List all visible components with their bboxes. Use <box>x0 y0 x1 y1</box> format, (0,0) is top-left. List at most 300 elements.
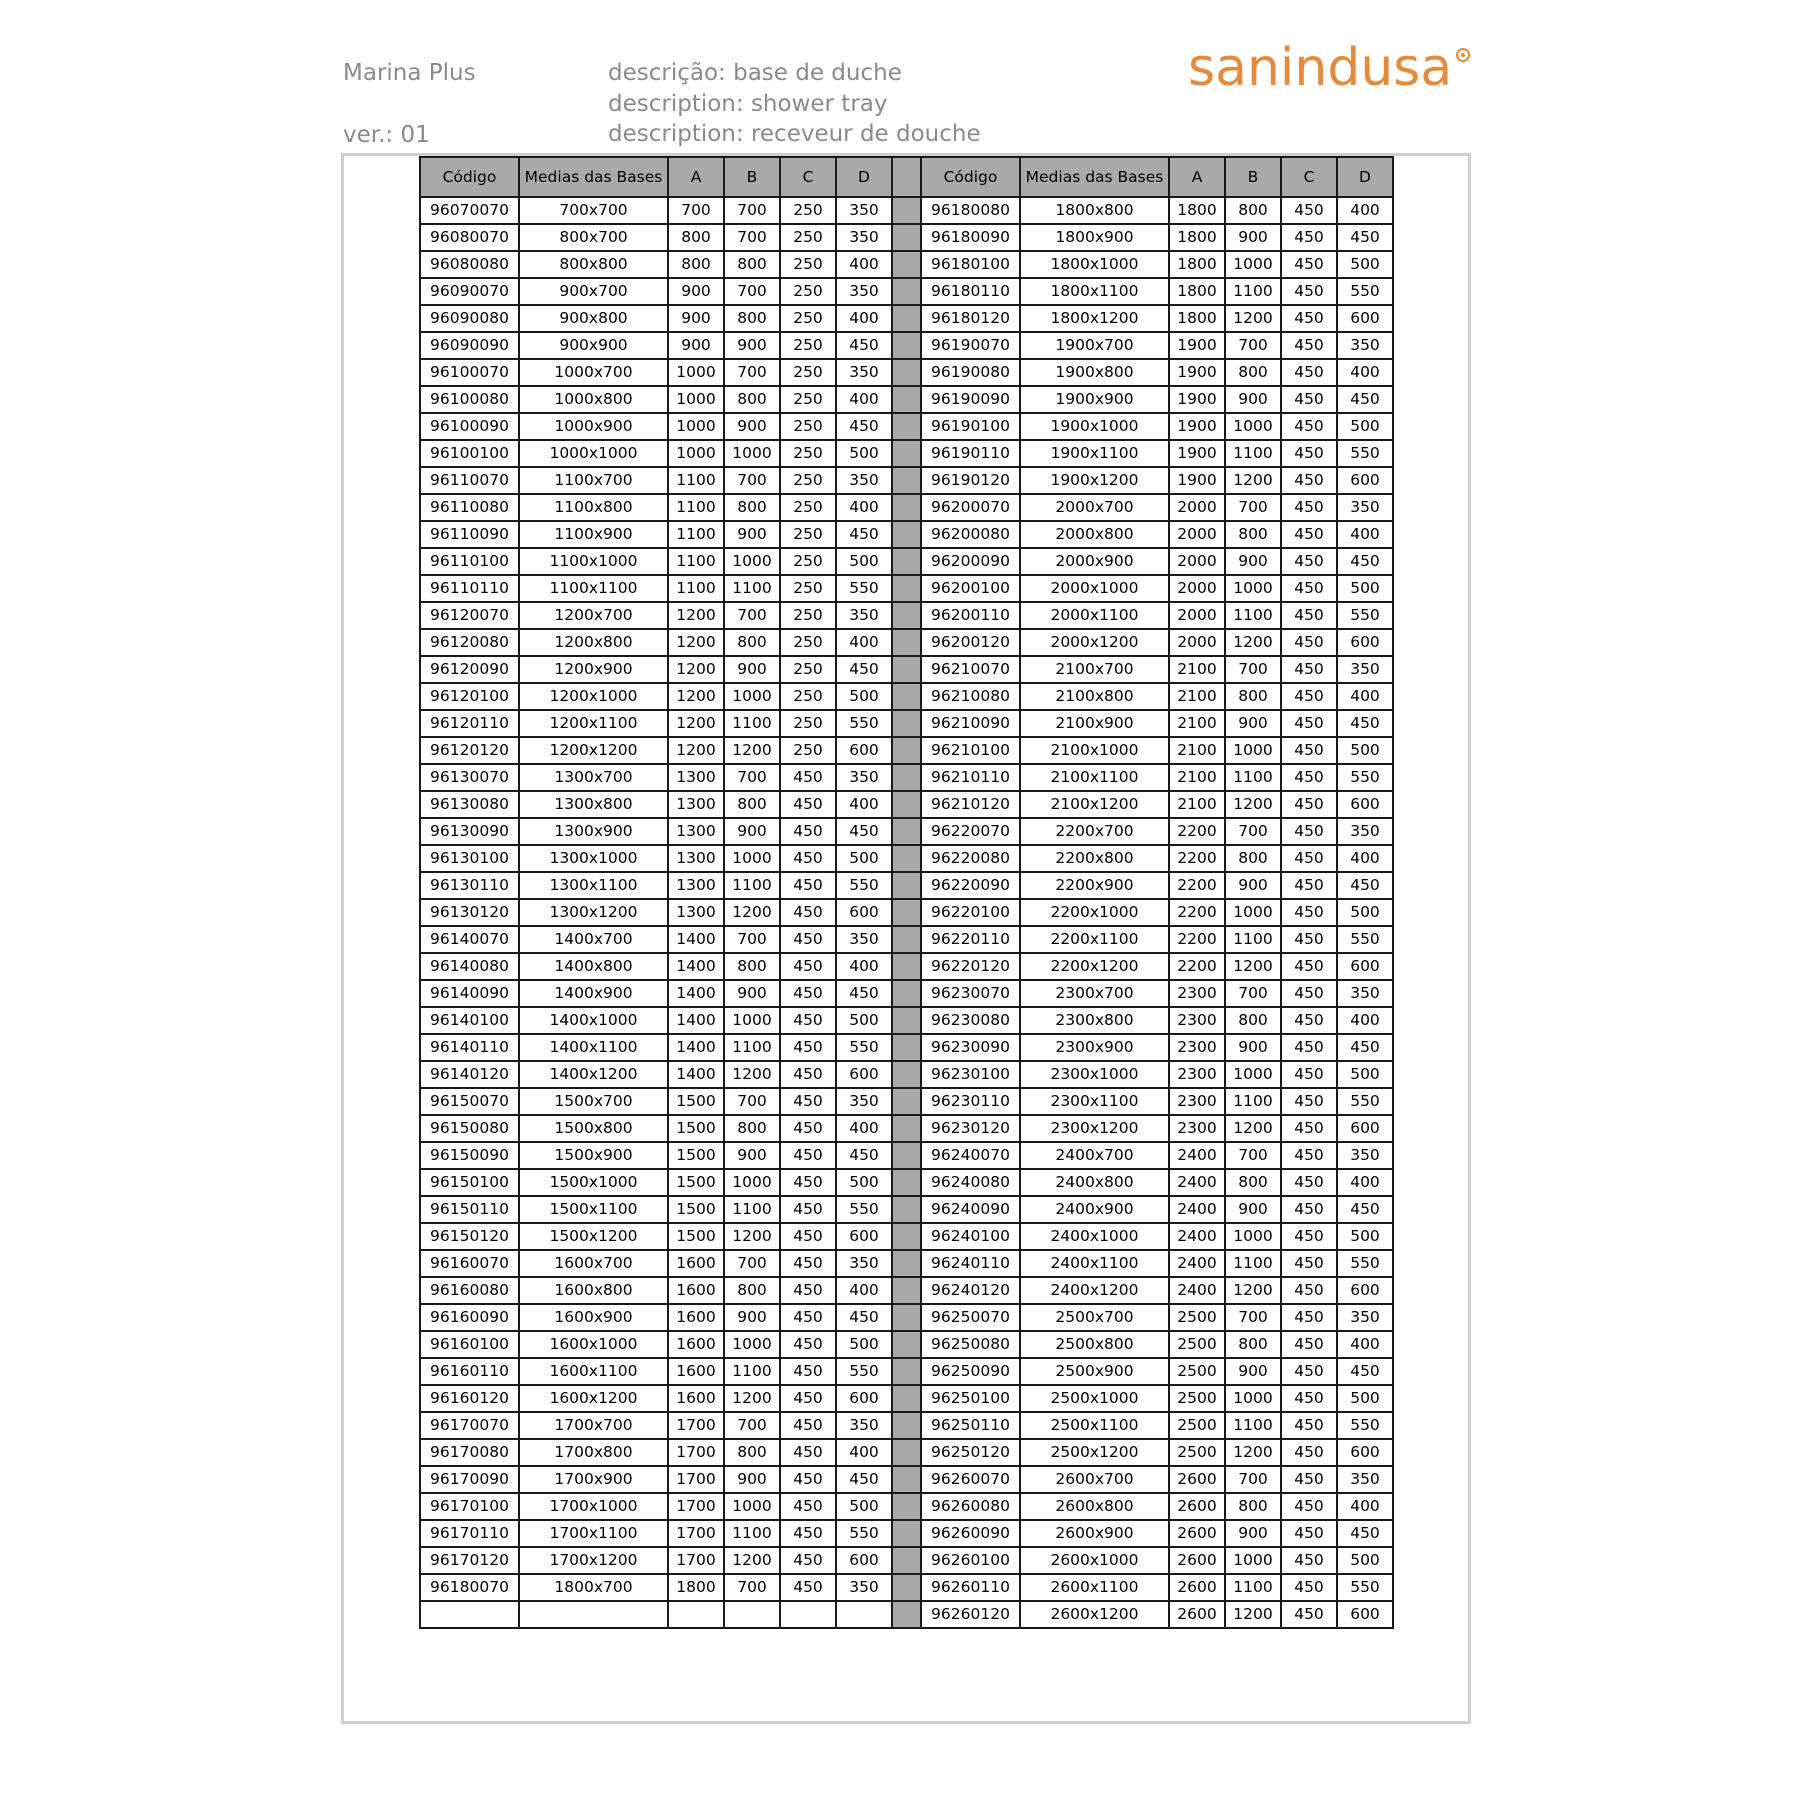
cell-left-medias: 1300x900 <box>519 818 668 845</box>
cell-right-codigo: 96240070 <box>921 1142 1020 1169</box>
cell-left-b: 1200 <box>724 1385 780 1412</box>
cell-left-b: 800 <box>724 305 780 332</box>
cell-right-b: 800 <box>1225 1331 1281 1358</box>
cell-right-medias: 1900x1000 <box>1020 413 1169 440</box>
cell-left-c: 450 <box>780 1277 836 1304</box>
column-separator <box>892 1304 921 1331</box>
cell-right-c: 450 <box>1281 278 1337 305</box>
column-separator <box>892 1007 921 1034</box>
cell-right-codigo: 96190070 <box>921 332 1020 359</box>
cell-right-codigo: 96190110 <box>921 440 1020 467</box>
cell-right-d: 400 <box>1337 1493 1393 1520</box>
column-separator <box>892 1520 921 1547</box>
cell-right-b: 700 <box>1225 656 1281 683</box>
header-medias-right: Medias das Bases <box>1020 157 1169 197</box>
cell-left-b: 900 <box>724 413 780 440</box>
cell-right-codigo: 96190080 <box>921 359 1020 386</box>
header-c-left: C <box>780 157 836 197</box>
cell-right-medias: 2600x800 <box>1020 1493 1169 1520</box>
cell-left-medias: 800x700 <box>519 224 668 251</box>
cell-right-a: 2100 <box>1169 764 1225 791</box>
cell-right-medias: 1900x700 <box>1020 332 1169 359</box>
cell-right-d: 550 <box>1337 440 1393 467</box>
column-separator <box>892 386 921 413</box>
cell-right-d: 500 <box>1337 251 1393 278</box>
cell-left-c: 450 <box>780 1196 836 1223</box>
cell-left-c: 450 <box>780 1520 836 1547</box>
cell-left-a: 1700 <box>668 1439 724 1466</box>
sanindusa-logo <box>1188 38 1452 98</box>
cell-right-c: 450 <box>1281 467 1337 494</box>
cell-left-d: 400 <box>836 953 892 980</box>
cell-left-b: 1200 <box>724 899 780 926</box>
cell-left-b: 1200 <box>724 737 780 764</box>
cell-right-codigo: 96230100 <box>921 1061 1020 1088</box>
cell-right-codigo: 96260100 <box>921 1547 1020 1574</box>
cell-left-d: 400 <box>836 251 892 278</box>
cell-left-d: 350 <box>836 1088 892 1115</box>
cell-left-b: 1000 <box>724 440 780 467</box>
cell-left-d: 350 <box>836 602 892 629</box>
cell-left-medias: 1800x700 <box>519 1574 668 1601</box>
cell-right-b: 1100 <box>1225 440 1281 467</box>
cell-right-medias: 1900x1200 <box>1020 467 1169 494</box>
cell-left-b: 700 <box>724 224 780 251</box>
cell-left-d: 400 <box>836 1277 892 1304</box>
cell-right-a: 2500 <box>1169 1385 1225 1412</box>
cell-right-b: 1200 <box>1225 953 1281 980</box>
cell-left-medias: 700x700 <box>519 197 668 224</box>
table-row <box>420 494 1393 521</box>
cell-right-b: 1200 <box>1225 1115 1281 1142</box>
cell-right-medias: 1900x800 <box>1020 359 1169 386</box>
cell-right-b: 1000 <box>1225 251 1281 278</box>
header-b-right: B <box>1225 157 1281 197</box>
cell-right-codigo: 96200120 <box>921 629 1020 656</box>
table-row <box>420 359 1393 386</box>
table-row <box>420 1007 1393 1034</box>
cell-left-a: 1000 <box>668 386 724 413</box>
cell-left-medias: 1100x1000 <box>519 548 668 575</box>
description-pt: descrição: base de duche <box>608 60 902 86</box>
cell-left-codigo: 96090090 <box>420 332 519 359</box>
cell-right-d: 450 <box>1337 710 1393 737</box>
cell-left-codigo: 96170080 <box>420 1439 519 1466</box>
cell-right-d: 450 <box>1337 1358 1393 1385</box>
cell-right-d: 400 <box>1337 845 1393 872</box>
column-separator <box>892 224 921 251</box>
cell-left-medias: 1200x800 <box>519 629 668 656</box>
cell-left-d: 450 <box>836 818 892 845</box>
table-row <box>420 1331 1393 1358</box>
table-row <box>420 1412 1393 1439</box>
cell-right-a: 2300 <box>1169 1088 1225 1115</box>
cell-left-a: 1500 <box>668 1088 724 1115</box>
cell-left-c: 450 <box>780 1034 836 1061</box>
cell-left-codigo: 96100070 <box>420 359 519 386</box>
cell-left-codigo: 96160080 <box>420 1277 519 1304</box>
cell-right-c: 450 <box>1281 1169 1337 1196</box>
cell-right-d: 350 <box>1337 980 1393 1007</box>
cell-right-medias: 2500x1000 <box>1020 1385 1169 1412</box>
table-row <box>420 818 1393 845</box>
cell-left-d: 600 <box>836 899 892 926</box>
cell-left-b: 800 <box>724 386 780 413</box>
column-separator <box>892 359 921 386</box>
cell-right-a: 2600 <box>1169 1520 1225 1547</box>
cell-right-d: 450 <box>1337 548 1393 575</box>
table-row <box>420 1439 1393 1466</box>
cell-right-a: 2000 <box>1169 548 1225 575</box>
cell-left-b: 900 <box>724 332 780 359</box>
cell-right-codigo: 96230090 <box>921 1034 1020 1061</box>
column-separator <box>892 737 921 764</box>
cell-right-codigo: 96260120 <box>921 1601 1020 1628</box>
cell-right-c: 450 <box>1281 1520 1337 1547</box>
cell-right-codigo: 96210100 <box>921 737 1020 764</box>
cell-left-medias: 1100x700 <box>519 467 668 494</box>
column-separator <box>892 899 921 926</box>
cell-left-codigo: 96110110 <box>420 575 519 602</box>
column-separator <box>892 764 921 791</box>
cell-left-b: 1100 <box>724 872 780 899</box>
table-row <box>420 602 1393 629</box>
cell-right-medias: 2200x1000 <box>1020 899 1169 926</box>
cell-right-d: 400 <box>1337 1169 1393 1196</box>
cell-right-c: 450 <box>1281 1304 1337 1331</box>
cell-left-codigo: 96120120 <box>420 737 519 764</box>
cell-left-a: 1000 <box>668 440 724 467</box>
cell-left-medias: 1300x700 <box>519 764 668 791</box>
cell-left-codigo: 96130090 <box>420 818 519 845</box>
cell-left-medias: 1700x1000 <box>519 1493 668 1520</box>
cell-right-d: 550 <box>1337 1250 1393 1277</box>
cell-left-d: 450 <box>836 1304 892 1331</box>
cell-right-d: 350 <box>1337 1304 1393 1331</box>
cell-right-codigo: 96210070 <box>921 656 1020 683</box>
cell-left-codigo: 96170090 <box>420 1466 519 1493</box>
cell-left-d: 500 <box>836 440 892 467</box>
table-row <box>420 1574 1393 1601</box>
cell-left-a: 1200 <box>668 683 724 710</box>
cell-right-a: 2600 <box>1169 1547 1225 1574</box>
cell-left-b: 700 <box>724 1574 780 1601</box>
cell-right-b: 900 <box>1225 1358 1281 1385</box>
cell-left-codigo <box>420 1601 519 1628</box>
cell-right-medias: 1800x900 <box>1020 224 1169 251</box>
cell-left-c: 450 <box>780 1358 836 1385</box>
cell-left-medias: 1500x1200 <box>519 1223 668 1250</box>
cell-right-c: 450 <box>1281 224 1337 251</box>
cell-left-medias: 1200x1000 <box>519 683 668 710</box>
cell-right-b: 800 <box>1225 1493 1281 1520</box>
cell-right-codigo: 96220100 <box>921 899 1020 926</box>
cell-right-medias: 2600x700 <box>1020 1466 1169 1493</box>
cell-right-codigo: 96250110 <box>921 1412 1020 1439</box>
cell-right-codigo: 96180110 <box>921 278 1020 305</box>
table-row <box>420 305 1393 332</box>
cell-right-c: 450 <box>1281 1088 1337 1115</box>
cell-right-codigo: 96180120 <box>921 305 1020 332</box>
cell-right-c: 450 <box>1281 1331 1337 1358</box>
cell-right-d: 400 <box>1337 521 1393 548</box>
column-separator <box>892 467 921 494</box>
cell-left-d: 500 <box>836 548 892 575</box>
cell-right-c: 450 <box>1281 1601 1337 1628</box>
column-separator <box>892 1250 921 1277</box>
table-row <box>420 521 1393 548</box>
column-separator <box>892 1493 921 1520</box>
cell-right-medias: 2400x800 <box>1020 1169 1169 1196</box>
cell-left-c: 250 <box>780 521 836 548</box>
table-row <box>420 548 1393 575</box>
cell-left-d: 400 <box>836 386 892 413</box>
cell-left-b <box>724 1601 780 1628</box>
cell-right-c: 450 <box>1281 791 1337 818</box>
cell-right-a: 2400 <box>1169 1250 1225 1277</box>
cell-right-a: 1800 <box>1169 224 1225 251</box>
cell-left-c: 450 <box>780 872 836 899</box>
cell-right-d: 600 <box>1337 629 1393 656</box>
cell-left-medias: 1500x1100 <box>519 1196 668 1223</box>
cell-left-d: 350 <box>836 278 892 305</box>
cell-left-codigo: 96120090 <box>420 656 519 683</box>
cell-right-d: 500 <box>1337 413 1393 440</box>
cell-right-d: 550 <box>1337 1088 1393 1115</box>
cell-right-b: 900 <box>1225 710 1281 737</box>
cell-left-d: 350 <box>836 764 892 791</box>
column-separator <box>892 845 921 872</box>
cell-left-c: 250 <box>780 278 836 305</box>
cell-right-c: 450 <box>1281 818 1337 845</box>
cell-right-d: 500 <box>1337 1385 1393 1412</box>
cell-left-d: 350 <box>836 197 892 224</box>
cell-right-b: 800 <box>1225 359 1281 386</box>
cell-right-medias: 2100x1200 <box>1020 791 1169 818</box>
cell-left-d: 400 <box>836 629 892 656</box>
cell-left-medias: 1100x900 <box>519 521 668 548</box>
column-separator <box>892 1196 921 1223</box>
cell-right-codigo: 96260090 <box>921 1520 1020 1547</box>
cell-right-b: 1000 <box>1225 1061 1281 1088</box>
cell-left-a: 1400 <box>668 1061 724 1088</box>
cell-right-a: 1800 <box>1169 278 1225 305</box>
table-row <box>420 872 1393 899</box>
cell-left-codigo: 96100100 <box>420 440 519 467</box>
cell-right-d: 350 <box>1337 494 1393 521</box>
cell-left-medias: 1300x1000 <box>519 845 668 872</box>
cell-right-a: 2300 <box>1169 1007 1225 1034</box>
cell-left-d: 350 <box>836 1250 892 1277</box>
cell-right-a: 2100 <box>1169 656 1225 683</box>
column-separator <box>892 575 921 602</box>
cell-left-a: 1200 <box>668 656 724 683</box>
cell-left-codigo: 96100080 <box>420 386 519 413</box>
column-separator <box>892 1574 921 1601</box>
column-separator <box>892 521 921 548</box>
cell-left-a: 1400 <box>668 953 724 980</box>
cell-right-medias: 2200x1200 <box>1020 953 1169 980</box>
cell-right-a: 2400 <box>1169 1142 1225 1169</box>
column-separator <box>892 1331 921 1358</box>
cell-left-c: 450 <box>780 1007 836 1034</box>
cell-left-a: 1200 <box>668 629 724 656</box>
cell-left-medias: 1600x700 <box>519 1250 668 1277</box>
column-separator <box>892 980 921 1007</box>
cell-left-medias: 1000x1000 <box>519 440 668 467</box>
cell-right-medias: 2100x900 <box>1020 710 1169 737</box>
cell-right-c: 450 <box>1281 710 1337 737</box>
cell-left-a: 1700 <box>668 1466 724 1493</box>
cell-left-c: 250 <box>780 440 836 467</box>
cell-left-c: 450 <box>780 845 836 872</box>
cell-right-d: 500 <box>1337 1547 1393 1574</box>
cell-left-medias: 800x800 <box>519 251 668 278</box>
cell-right-a: 1800 <box>1169 305 1225 332</box>
cell-right-c: 450 <box>1281 1223 1337 1250</box>
cell-left-c: 250 <box>780 494 836 521</box>
cell-left-codigo: 96140120 <box>420 1061 519 1088</box>
cell-left-codigo: 96130120 <box>420 899 519 926</box>
cell-left-d <box>836 1601 892 1628</box>
cell-right-medias: 2400x1000 <box>1020 1223 1169 1250</box>
table-row <box>420 953 1393 980</box>
cell-left-b: 1100 <box>724 575 780 602</box>
cell-left-a: 1100 <box>668 548 724 575</box>
cell-right-d: 600 <box>1337 791 1393 818</box>
cell-left-d: 600 <box>836 1385 892 1412</box>
cell-left-medias: 1200x1200 <box>519 737 668 764</box>
cell-right-b: 1000 <box>1225 1547 1281 1574</box>
cell-left-codigo: 96160070 <box>420 1250 519 1277</box>
cell-left-c: 250 <box>780 710 836 737</box>
cell-right-c: 450 <box>1281 1466 1337 1493</box>
cell-right-a: 1900 <box>1169 413 1225 440</box>
cell-right-d: 400 <box>1337 359 1393 386</box>
table-row <box>420 1547 1393 1574</box>
table-row <box>420 1601 1393 1628</box>
cell-right-codigo: 96250120 <box>921 1439 1020 1466</box>
cell-left-medias: 1600x800 <box>519 1277 668 1304</box>
cell-right-codigo: 96190100 <box>921 413 1020 440</box>
cell-left-d: 600 <box>836 1547 892 1574</box>
cell-left-d: 550 <box>836 710 892 737</box>
cell-left-b: 1200 <box>724 1061 780 1088</box>
cell-right-b: 1200 <box>1225 467 1281 494</box>
cell-right-c: 450 <box>1281 1493 1337 1520</box>
cell-right-d: 450 <box>1337 1196 1393 1223</box>
cell-left-codigo: 96110100 <box>420 548 519 575</box>
cell-left-medias: 1200x1100 <box>519 710 668 737</box>
cell-left-a: 1100 <box>668 575 724 602</box>
column-separator <box>892 1088 921 1115</box>
cell-right-a: 2200 <box>1169 953 1225 980</box>
table-row <box>420 1304 1393 1331</box>
cell-left-c: 450 <box>780 1547 836 1574</box>
cell-left-a: 1200 <box>668 737 724 764</box>
cell-left-d: 550 <box>836 1520 892 1547</box>
header-a-left: A <box>668 157 724 197</box>
table-row <box>420 980 1393 1007</box>
cell-left-medias: 1400x1100 <box>519 1034 668 1061</box>
cell-left-b: 1000 <box>724 845 780 872</box>
cell-right-b: 800 <box>1225 1169 1281 1196</box>
cell-left-a: 1600 <box>668 1358 724 1385</box>
cell-left-c: 450 <box>780 953 836 980</box>
cell-left-a: 1000 <box>668 413 724 440</box>
cell-left-codigo: 96170100 <box>420 1493 519 1520</box>
cell-right-a: 2000 <box>1169 602 1225 629</box>
cell-right-c: 450 <box>1281 953 1337 980</box>
table-row <box>420 251 1393 278</box>
cell-right-a: 2600 <box>1169 1601 1225 1628</box>
cell-right-b: 800 <box>1225 521 1281 548</box>
cell-left-codigo: 96120110 <box>420 710 519 737</box>
cell-left-a: 1300 <box>668 899 724 926</box>
column-separator <box>892 1034 921 1061</box>
cell-left-b: 900 <box>724 818 780 845</box>
column-separator <box>892 440 921 467</box>
cell-left-c: 250 <box>780 251 836 278</box>
cell-left-b: 1100 <box>724 1034 780 1061</box>
column-separator <box>892 305 921 332</box>
cell-left-c: 450 <box>780 1574 836 1601</box>
cell-left-a: 1300 <box>668 872 724 899</box>
cell-left-medias: 1400x800 <box>519 953 668 980</box>
cell-left-b: 1000 <box>724 1169 780 1196</box>
cell-left-d: 450 <box>836 332 892 359</box>
cell-right-medias: 2000x1200 <box>1020 629 1169 656</box>
column-separator <box>892 1601 921 1628</box>
cell-right-a: 2500 <box>1169 1358 1225 1385</box>
cell-right-c: 450 <box>1281 1007 1337 1034</box>
cell-right-b: 1000 <box>1225 1223 1281 1250</box>
cell-left-a: 1500 <box>668 1223 724 1250</box>
cell-right-c: 450 <box>1281 1439 1337 1466</box>
table-row <box>420 710 1393 737</box>
cell-right-a: 2600 <box>1169 1493 1225 1520</box>
cell-left-c: 250 <box>780 197 836 224</box>
cell-right-codigo: 96200110 <box>921 602 1020 629</box>
cell-right-medias: 2000x900 <box>1020 548 1169 575</box>
cell-left-d: 400 <box>836 305 892 332</box>
cell-left-d: 400 <box>836 1115 892 1142</box>
cell-left-medias: 1700x700 <box>519 1412 668 1439</box>
cell-right-c: 450 <box>1281 386 1337 413</box>
cell-right-d: 350 <box>1337 332 1393 359</box>
cell-left-medias: 1400x1200 <box>519 1061 668 1088</box>
cell-right-c: 450 <box>1281 683 1337 710</box>
cell-right-a: 2500 <box>1169 1304 1225 1331</box>
cell-left-c: 450 <box>780 1169 836 1196</box>
cell-left-medias: 1100x800 <box>519 494 668 521</box>
cell-left-b: 1000 <box>724 1007 780 1034</box>
cell-left-medias: 1500x900 <box>519 1142 668 1169</box>
cell-left-a: 1000 <box>668 359 724 386</box>
cell-right-a: 2300 <box>1169 1061 1225 1088</box>
cell-left-d: 350 <box>836 359 892 386</box>
cell-left-c: 450 <box>780 764 836 791</box>
cell-right-a: 1900 <box>1169 467 1225 494</box>
cell-right-b: 700 <box>1225 1142 1281 1169</box>
cell-right-codigo: 96230080 <box>921 1007 1020 1034</box>
table-row <box>420 1196 1393 1223</box>
cell-left-d: 600 <box>836 737 892 764</box>
cell-left-b: 1200 <box>724 1547 780 1574</box>
cell-left-codigo: 96090080 <box>420 305 519 332</box>
cell-right-c: 450 <box>1281 1250 1337 1277</box>
cell-right-c: 450 <box>1281 764 1337 791</box>
